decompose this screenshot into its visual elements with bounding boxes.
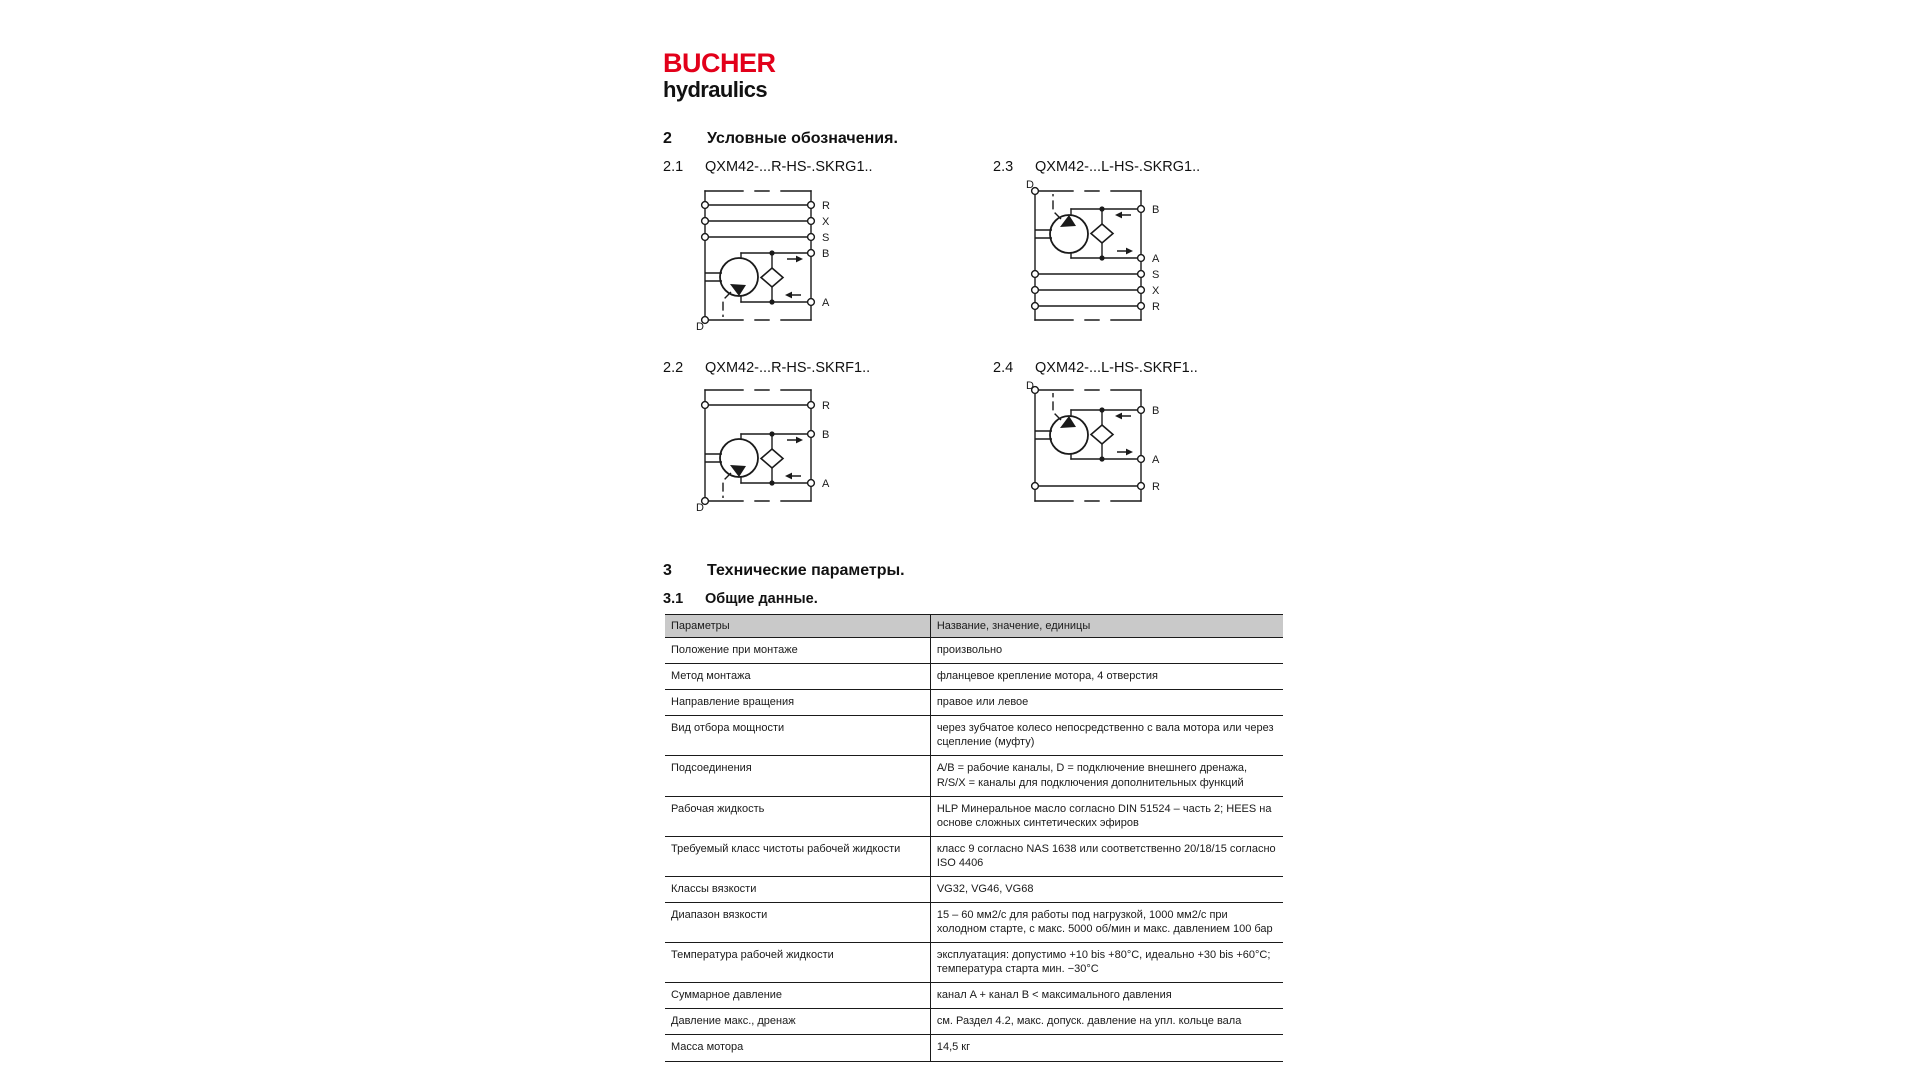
port-node — [1138, 456, 1145, 463]
cell-parameter: Температура рабочей жидкости — [665, 943, 930, 983]
hydraulic-schematic-2-1 — [693, 180, 883, 330]
port-label-r: R — [1152, 301, 1160, 313]
port-label-b: B — [1152, 405, 1160, 417]
port-node — [1032, 287, 1039, 294]
port-node — [1032, 271, 1039, 278]
port-label-a: A — [1152, 253, 1160, 265]
bucher-hydraulics-logo — [663, 50, 776, 101]
port-label-s: S — [822, 232, 830, 244]
check-valve-symbol — [761, 449, 783, 468]
port-label-s: S — [1152, 269, 1160, 281]
port-node — [808, 250, 815, 257]
port-label-b: B — [1152, 204, 1160, 216]
port-node — [808, 480, 815, 487]
port-node — [1138, 407, 1145, 414]
cell-parameter: Вид отбора мощности — [665, 716, 930, 756]
port-node — [1138, 287, 1145, 294]
logo-brand-subtitle: hydraulics — [663, 77, 768, 102]
check-valve-symbol — [1091, 224, 1113, 243]
cell-value: класс 9 согласно NAS 1638 или соответственно 20/18/15 согласно ISO 4406 — [930, 836, 1283, 876]
port-node — [1032, 483, 1039, 490]
port-node — [1138, 303, 1145, 310]
port-node — [1032, 303, 1039, 310]
section-3-1-number: 3.1 — [663, 591, 684, 607]
cell-value: через зубчатое колесо непосредственно с вала мотора или через сцепление (муфту) — [930, 716, 1283, 756]
port-label-d: D — [1026, 180, 1034, 191]
port-node — [1138, 255, 1145, 262]
port-label-a: A — [822, 478, 830, 490]
diagram-2-4-number: 2.4 — [993, 360, 1014, 376]
diagram-title-2-2 — [663, 360, 870, 376]
port-label-x: X — [822, 216, 830, 228]
cell-parameter: Метод монтажа — [665, 664, 930, 690]
table-body — [665, 638, 1283, 1061]
port-node — [702, 402, 709, 409]
cell-value: канал A + канал B < максимального давления — [930, 983, 1283, 1009]
cell-value: правое или левое — [930, 690, 1283, 716]
cell-value: HLP Минеральное масло согласно DIN 51524 – часть 2; HEES на основе сложных синтетических эфиров — [930, 796, 1283, 836]
cell-parameter: Рабочая жидкость — [665, 796, 930, 836]
section-3-1-title: Общие данные. — [705, 591, 818, 607]
diagram-2-2-label: QXM42-...R-HS-.SKRF1.. — [705, 360, 871, 376]
port-node — [1138, 483, 1145, 490]
diagram-title-2-4 — [993, 360, 1198, 376]
port-node — [808, 234, 815, 241]
cell-value: эксплуатация: допустимо +10 bis +80°C, идеально +30 bis +60°C; температура старта мин. −30°C — [930, 943, 1283, 983]
section-3-1-heading — [663, 591, 818, 607]
diagram-2-4-label: QXM42-...L-HS-.SKRF1.. — [1035, 360, 1198, 376]
diagram-2-3-number: 2.3 — [993, 159, 1014, 175]
port-label-r: R — [822, 200, 830, 212]
port-label-b: B — [822, 248, 830, 260]
cell-value: VG32, VG46, VG68 — [930, 876, 1283, 902]
diagram-2-1-number: 2.1 — [663, 159, 684, 175]
table-row — [665, 836, 1283, 876]
diagram-2-3-label: QXM42-...L-HS-.SKRG1.. — [1035, 159, 1201, 175]
table-row — [665, 638, 1283, 664]
port-node — [808, 218, 815, 225]
port-node — [702, 234, 709, 241]
cell-value: A/B = рабочие каналы, D = подключение внешнего дренажа, R/S/X = каналы для подключения дополнительных функций — [930, 756, 1283, 796]
diagram-2-2-number: 2.2 — [663, 360, 684, 376]
table-row — [665, 664, 1283, 690]
cell-parameter: Классы вязкости — [665, 876, 930, 902]
table-header — [665, 615, 1283, 638]
port-node — [1138, 206, 1145, 213]
diagram-title-2-1 — [663, 159, 873, 175]
port-node — [808, 402, 815, 409]
cell-value: 15 – 60 мм2/с для работы под нагрузкой, 1000 мм2/с при холодном старте, с макс. 5000 об/мин и макс. давлением 100 бар — [930, 903, 1283, 943]
table-row — [665, 716, 1283, 756]
table-row — [665, 943, 1283, 983]
check-valve-symbol — [761, 268, 783, 287]
port-node — [1138, 271, 1145, 278]
table-row — [665, 983, 1283, 1009]
cell-value: 14,5 кг — [930, 1035, 1283, 1061]
cell-parameter: Масса мотора — [665, 1035, 930, 1061]
table-row — [665, 876, 1283, 902]
section-2-heading — [663, 130, 898, 148]
port-node — [702, 218, 709, 225]
table-row — [665, 1035, 1283, 1061]
cell-parameter: Положение при монтаже — [665, 638, 930, 664]
column-header-parameter: Параметры — [665, 615, 930, 638]
general-data-table — [665, 614, 1283, 1062]
port-node — [702, 202, 709, 209]
port-label-b: B — [822, 429, 830, 441]
table-row — [665, 796, 1283, 836]
cell-parameter: Направление вращения — [665, 690, 930, 716]
table-row — [665, 1009, 1283, 1035]
port-node — [808, 431, 815, 438]
port-label-d: D — [696, 321, 704, 330]
section-2-title: Условные обозначения. — [707, 130, 898, 147]
section-3-heading — [663, 562, 905, 580]
table-row — [665, 690, 1283, 716]
port-label-d: D — [1026, 381, 1034, 392]
diagram-2-1-label: QXM42-...R-HS-.SKRG1.. — [705, 159, 873, 175]
table-header-row — [665, 615, 1283, 638]
column-header-value: Название, значение, единицы — [930, 615, 1283, 638]
cell-value: см. Раздел 4.2, макс. допуск. давление на упл. кольце вала — [930, 1009, 1283, 1035]
cell-value: фланцевое крепление мотора, 4 отверстия — [930, 664, 1283, 690]
port-node — [808, 299, 815, 306]
hydraulic-schematic-2-2 — [693, 381, 883, 511]
logo-brand-name: BUCHER — [663, 48, 776, 78]
port-label-a: A — [822, 297, 830, 309]
cell-parameter: Подсоединения — [665, 756, 930, 796]
diagram-title-2-3 — [993, 159, 1200, 175]
port-label-r: R — [822, 400, 830, 412]
cell-parameter: Давление макс., дренаж — [665, 1009, 930, 1035]
port-node — [808, 202, 815, 209]
section-2-number: 2 — [663, 130, 672, 147]
hydraulic-schematic-2-3 — [1023, 180, 1213, 330]
cell-parameter: Диапазон вязкости — [665, 903, 930, 943]
port-label-a: A — [1152, 454, 1160, 466]
cell-parameter: Суммарное давление — [665, 983, 930, 1009]
port-label-r: R — [1152, 481, 1160, 493]
port-label-d: D — [696, 502, 704, 511]
section-3-number: 3 — [663, 562, 672, 579]
check-valve-symbol — [1091, 425, 1113, 444]
port-label-x: X — [1152, 285, 1160, 297]
cell-value: произвольно — [930, 638, 1283, 664]
table-row — [665, 756, 1283, 796]
table-row — [665, 903, 1283, 943]
section-3-title: Технические параметры. — [707, 562, 905, 579]
hydraulic-schematic-2-4 — [1023, 381, 1213, 511]
cell-parameter: Требуемый класс чистоты рабочей жидкости — [665, 836, 930, 876]
